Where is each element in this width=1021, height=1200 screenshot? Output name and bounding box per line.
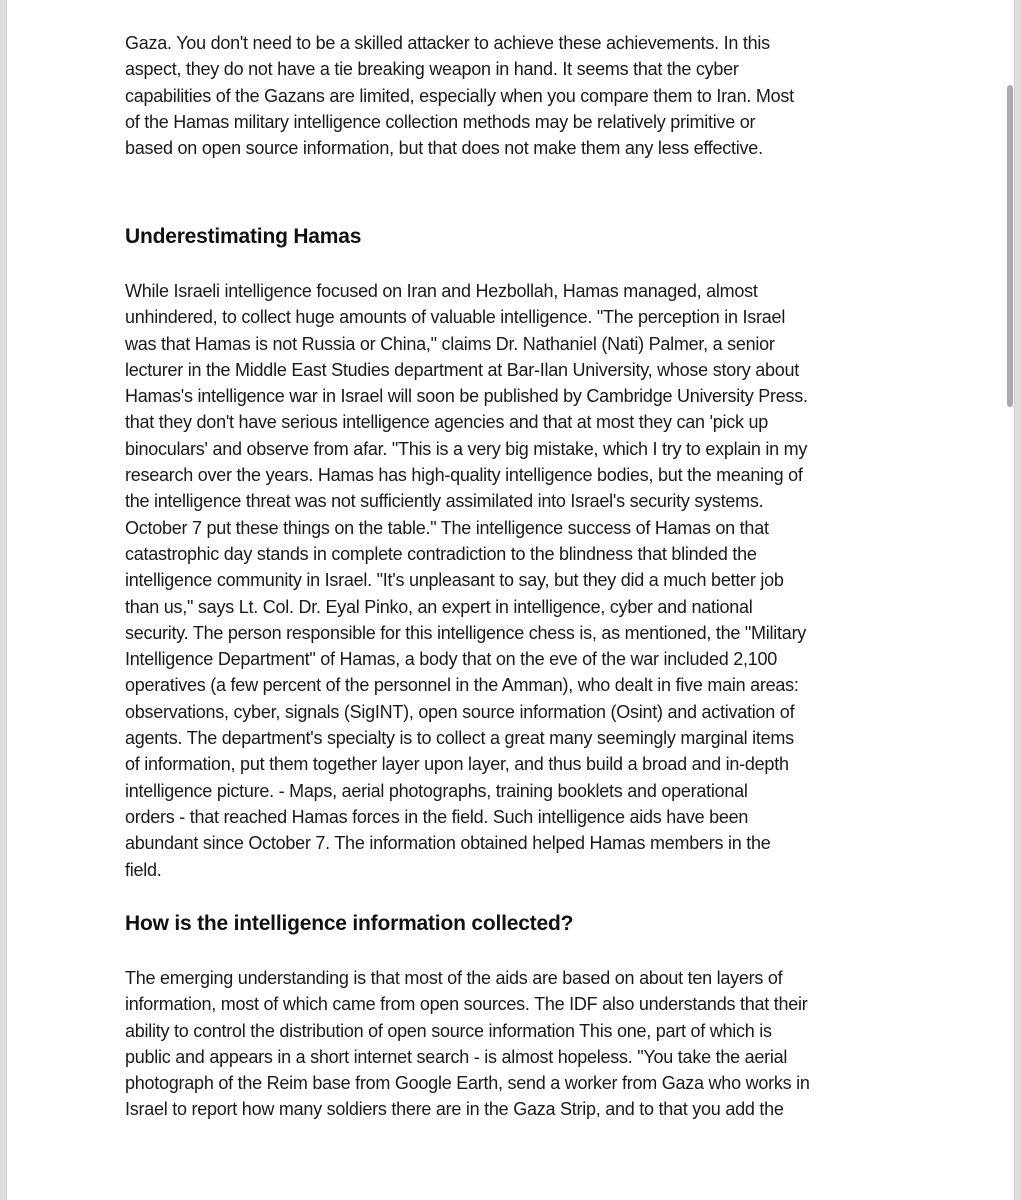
text-line: ability to control the distribution of open source information This one, part of which is [125, 1020, 772, 1041]
text-line: was that Hamas is not Russia or China," claims Dr. Nathaniel (Nati) Palmer, a senior [125, 333, 775, 354]
text-line: aspect, they do not have a tie breaking weapon in hand. It seems that the cyber [125, 59, 739, 80]
paragraph-underestimating [125, 278, 915, 883]
text-line: binoculars' and observe from afar. "This is a very big mistake, which I try to explain in my [125, 438, 808, 459]
text-line: unhindered, to collect huge amounts of valuable intelligence. "The perception in Israel [125, 307, 786, 328]
text-line: intelligence picture. - Maps, aerial photographs, training booklets and operational [125, 780, 748, 801]
paragraph-collection [125, 965, 915, 1123]
text-line: based on open source information, but that does not make them any less effective. [125, 138, 763, 159]
text-line: Intelligence Department" of Hamas, a body that on the eve of the war included 2,100 [125, 649, 778, 670]
heading-how-collected: How is the intelligence information collected? [125, 912, 574, 935]
text-line: The emerging understanding is that most of the aids are based on about ten layers of [125, 968, 783, 988]
text-line: October 7 put these things on the table." The intelligence success of Hamas on that [125, 517, 769, 538]
text-line: While Israeli intelligence focused on Iran and Hezbollah, Hamas managed, almost [125, 281, 758, 301]
text-line: catastrophic day stands in complete contradiction to the blindness that blinded the [125, 543, 757, 564]
text-line: that they don't have serious intelligence agencies and that at most they can 'pick up [125, 412, 769, 433]
text-line: information, most of which came from open sources. The IDF also understands that their [125, 994, 808, 1015]
text-line: observations, cyber, signals (SigINT), open source information (Osint) and activation of [125, 701, 795, 722]
text-line: public and appears in a short internet search - is almost hopeless. "You take the aerial [125, 1046, 788, 1067]
scrollbar-thumb[interactable] [1007, 85, 1013, 407]
text-line: Israel to report how many soldiers there are in the Gaza Strip, and to that you add the [125, 1099, 784, 1120]
text-line: capabilities of the Gazans are limited, especially when you compare them to Iran. Most [125, 85, 794, 106]
text-line: research over the years. Hamas has high-quality intelligence bodies, but the meaning of [125, 465, 803, 486]
text-line: photograph of the Reim base from Google Earth, send a worker from Gaza who works in [125, 1073, 810, 1094]
text-line: operatives (a few percent of the personnel in the Amman), who dealt in five main areas: [125, 675, 799, 696]
scrollbar-track[interactable] [1014, 0, 1021, 1200]
text-line: orders - that reached Hamas forces in the field. Such intelligence aids have been [125, 806, 749, 827]
paragraph-intro [125, 30, 915, 161]
page-left-edge [0, 0, 7, 1200]
text-line: field. [125, 859, 162, 880]
heading-underestimating-hamas: Underestimating Hamas [125, 225, 362, 248]
text-line: of information, put them together layer upon layer, and thus build a broad and in-depth [125, 754, 789, 775]
text-line: Hamas's intelligence war in Israel will soon be published by Cambridge University Press. [125, 386, 808, 407]
text-line: intelligence community in Israel. "It's unpleasant to say, but they did a much better job [125, 570, 784, 591]
text-line: agents. The department's specialty is to collect a great many seemingly marginal items [125, 728, 794, 749]
text-line: than us," says Lt. Col. Dr. Eyal Pinko, an expert in intelligence, cyber and national [125, 596, 753, 617]
text-line: the intelligence threat was not sufficiently assimilated into Israel's security systems. [125, 491, 764, 512]
text-line: lecturer in the Middle East Studies department at Bar-Ilan University, whose story about [125, 359, 799, 380]
text-line: abundant since October 7. The information obtained helped Hamas members in the [125, 833, 771, 854]
text-line: security. The person responsible for this intelligence chess is, as mentioned, the "Military [125, 622, 807, 643]
text-line: of the Hamas military intelligence collection methods may be relatively primitive or [125, 111, 756, 132]
text-line: Gaza. You don't need to be a skilled attacker to achieve these achievements. In this [125, 33, 770, 53]
